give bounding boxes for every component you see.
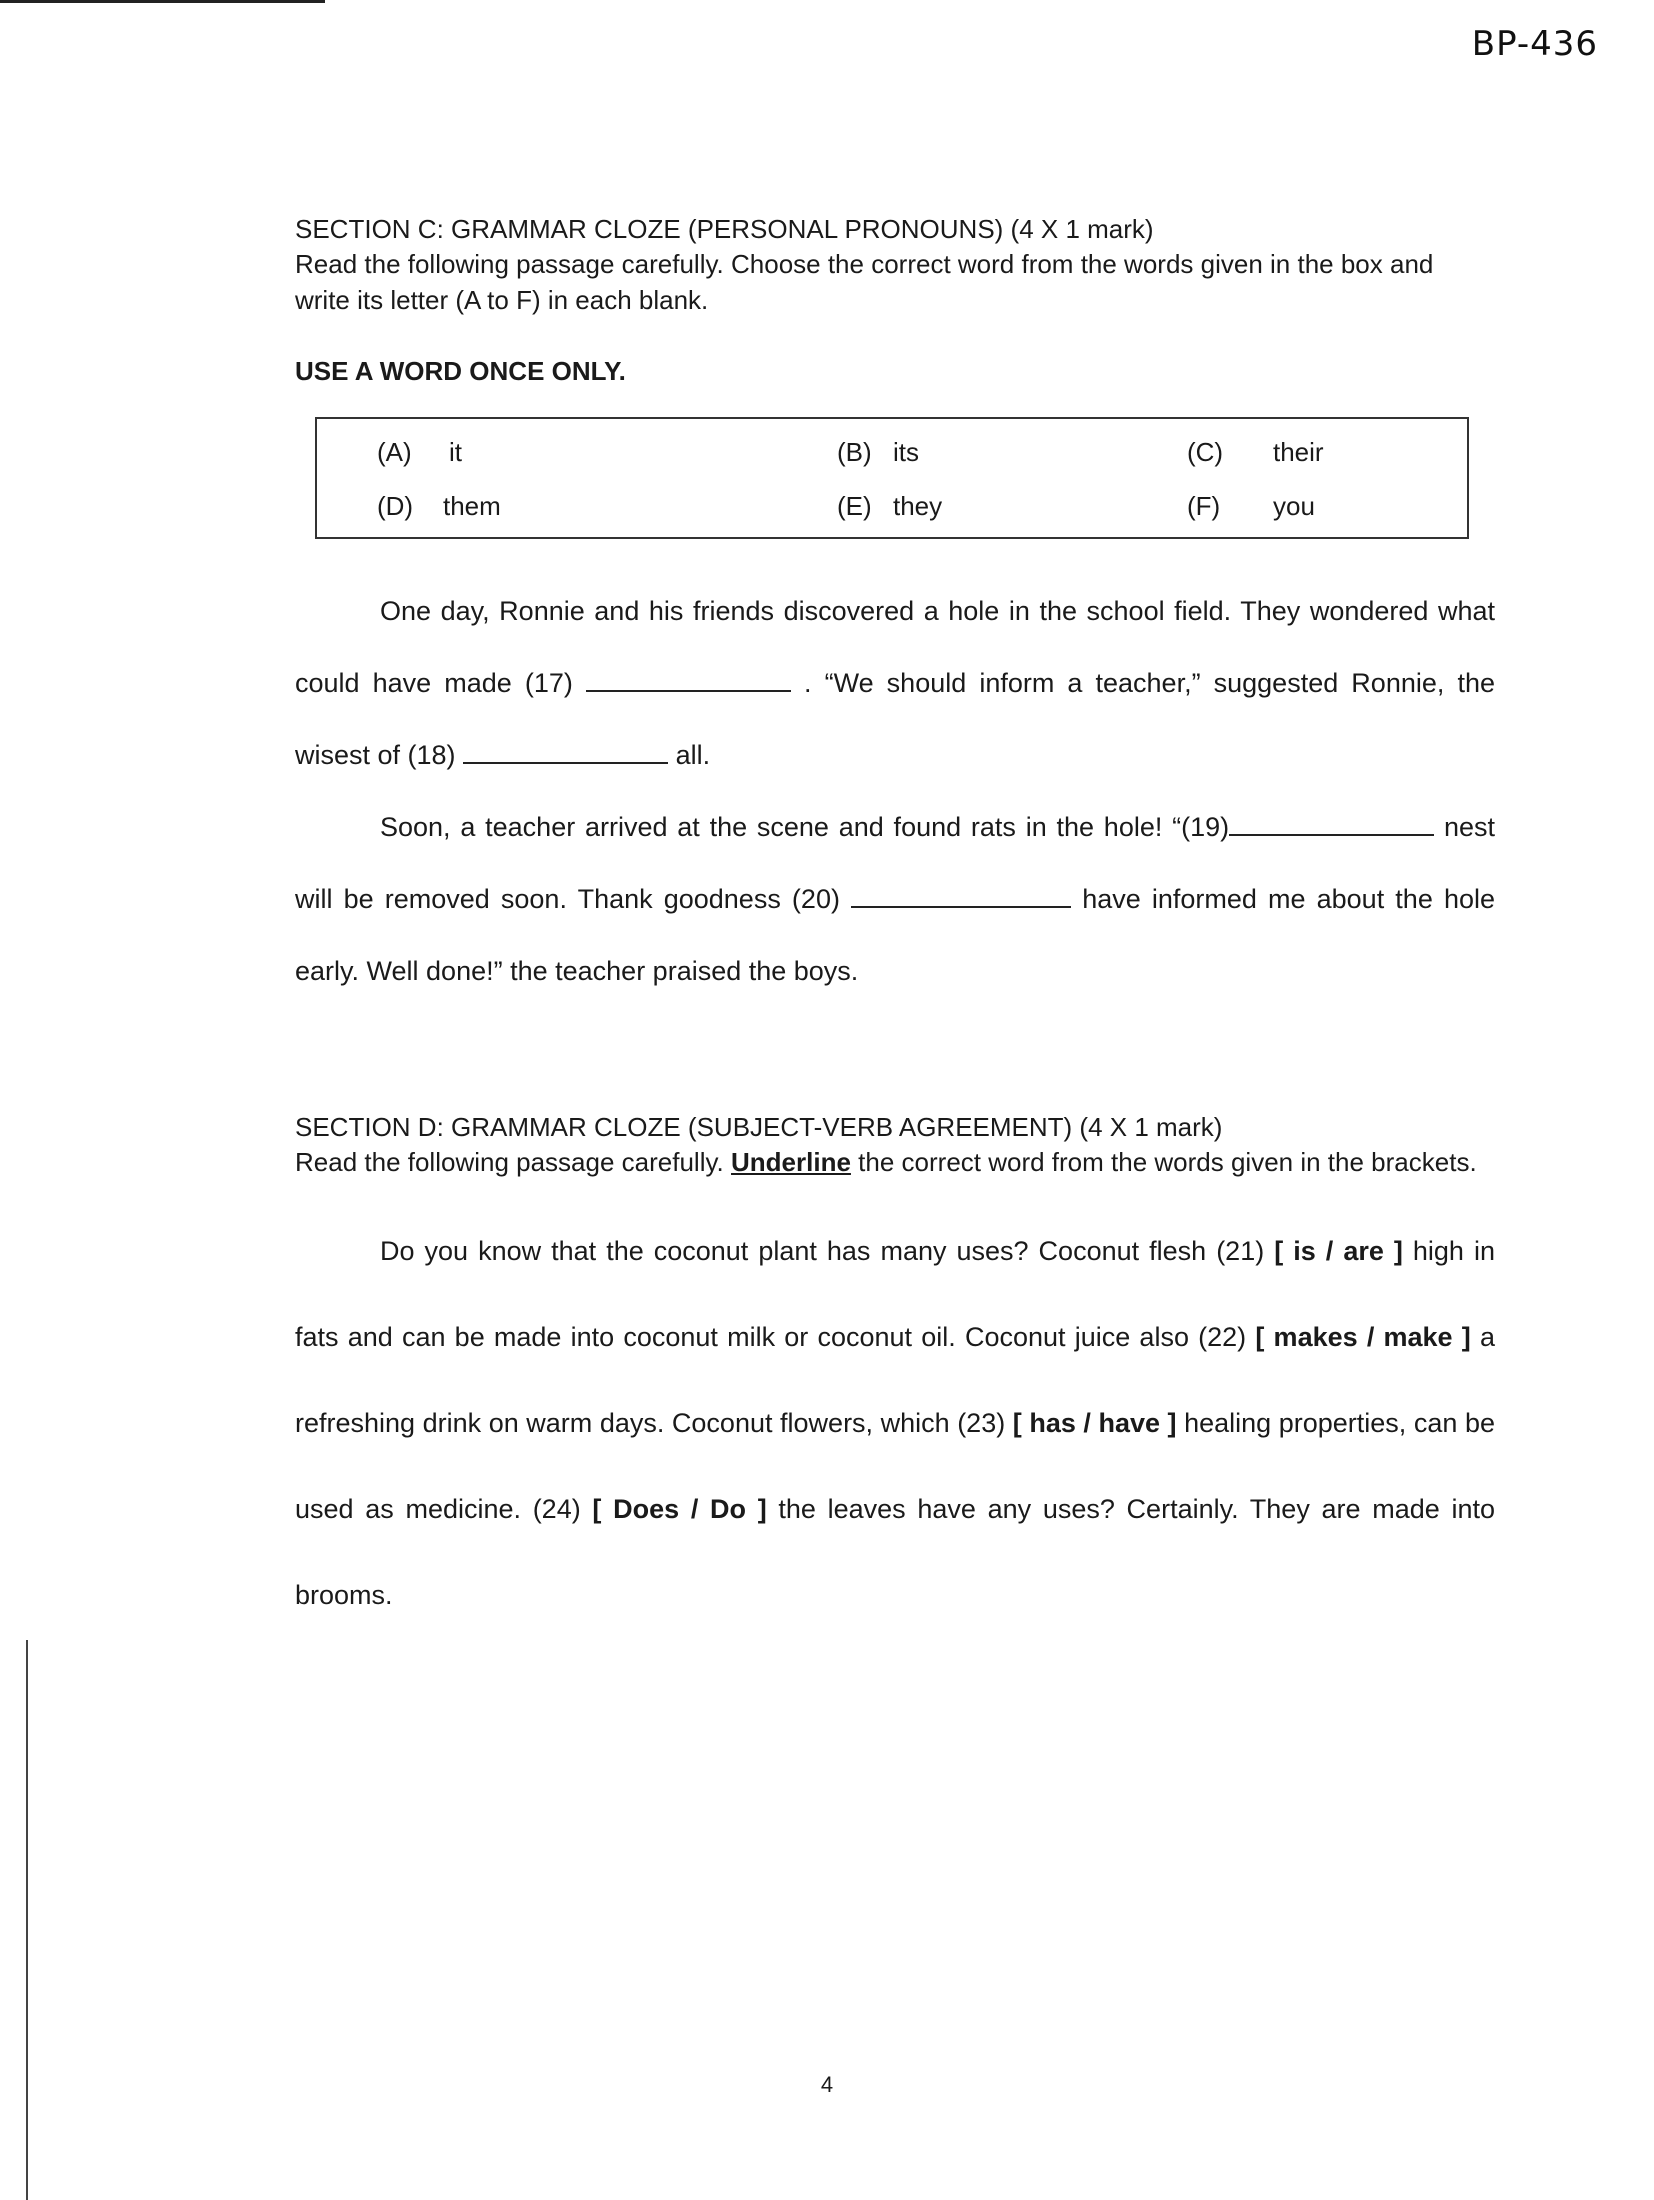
passage-text: high in fats and can be made into coconut milk or coconut oil. Coconut juice also (22) [295,1236,1495,1352]
document-code: BP-436 [1471,24,1598,64]
answer-blank-20[interactable] [851,884,1071,908]
instruction-text: the correct word from the words given in the brackets. [858,1147,1477,1177]
section-d-passage [295,1208,1495,1638]
option-f [1187,491,1315,522]
section-d-heading: SECTION D: GRAMMAR CLOZE (SUBJECT-VERB AGREEMENT) (4 X 1 mark) [295,1112,1223,1142]
passage-text: all. [675,740,711,770]
section-d [295,1110,1495,1638]
option-d [377,491,501,522]
use-once-note: USE A WORD ONCE ONLY. [295,356,626,386]
option-word: their [1273,437,1324,467]
option-letter: (D) [377,491,414,521]
option-word: it [449,437,462,467]
instruction-text: Read the following passage carefully. [295,1147,724,1177]
passage-text: One day, Ronnie and his friends discovered a hole in the school field. They wondered what could have made (17) [295,596,1495,698]
passage-text: Soon, a teacher arrived at the scene and found rats in the hole! “(19) [380,812,1230,842]
option-a [377,437,462,468]
scan-artifact-top [0,0,325,3]
answer-blank-19[interactable] [1229,812,1434,836]
passage-text: . “We should inform a teacher,” suggested Ronnie, the wisest of (18) [295,668,1495,770]
option-word: you [1273,491,1315,521]
option-c [1187,437,1324,468]
option-letter: (B) [837,437,872,467]
passage-text: nest will be removed soon. Thank goodness (20) [295,812,1495,914]
choice-22[interactable]: [ makes / make ] [1255,1322,1471,1352]
passage-text: have informed me about the hole early. Well done!” the teacher praised the boys. [295,884,1496,986]
section-c [295,212,1495,1007]
choice-23[interactable]: [ has / have ] [1012,1408,1177,1438]
underline-keyword: Underline [731,1147,851,1177]
option-e [837,491,942,522]
scan-artifact-left [26,1640,28,2200]
passage-paragraph [295,1208,1495,1638]
choice-24[interactable]: [ Does / Do ] [592,1494,767,1524]
passage-text: a refreshing drink on warm days. Coconut flowers, which (23) [295,1322,1495,1438]
option-letter: (A) [377,437,412,467]
page-number: 4 [820,2072,834,2097]
option-letter: (F) [1187,491,1221,521]
option-b [837,437,919,468]
option-letter: (E) [837,491,872,521]
section-c-instructions: Read the following passage carefully. Choose the correct word from the words given in the box and write its letter (A to F) in each blank. [295,249,1434,315]
passage-text: Do you know that the coconut plant has many uses? Coconut flesh (21) [380,1236,1265,1266]
option-word: them [443,491,501,521]
passage-text: healing properties, can be used as medicine. (24) [295,1408,1495,1524]
section-c-heading: SECTION C: GRAMMAR CLOZE (PERSONAL PRONOUNS) (4 X 1 mark) [295,214,1154,244]
choice-21[interactable]: [ is / are ] [1274,1236,1403,1266]
section-d-instructions [295,1144,1495,1180]
answer-blank-17[interactable] [586,668,791,692]
passage-paragraph [295,575,1495,791]
passage-paragraph [295,791,1495,1007]
passage-text: the leaves have any uses? Certainly. They are made into brooms. [295,1494,1495,1610]
option-word: they [893,491,943,521]
option-letter: (C) [1187,437,1224,467]
section-c-passage [295,575,1495,1007]
word-options-box [315,417,1469,539]
answer-blank-18[interactable] [463,740,668,764]
option-word: its [893,437,919,467]
